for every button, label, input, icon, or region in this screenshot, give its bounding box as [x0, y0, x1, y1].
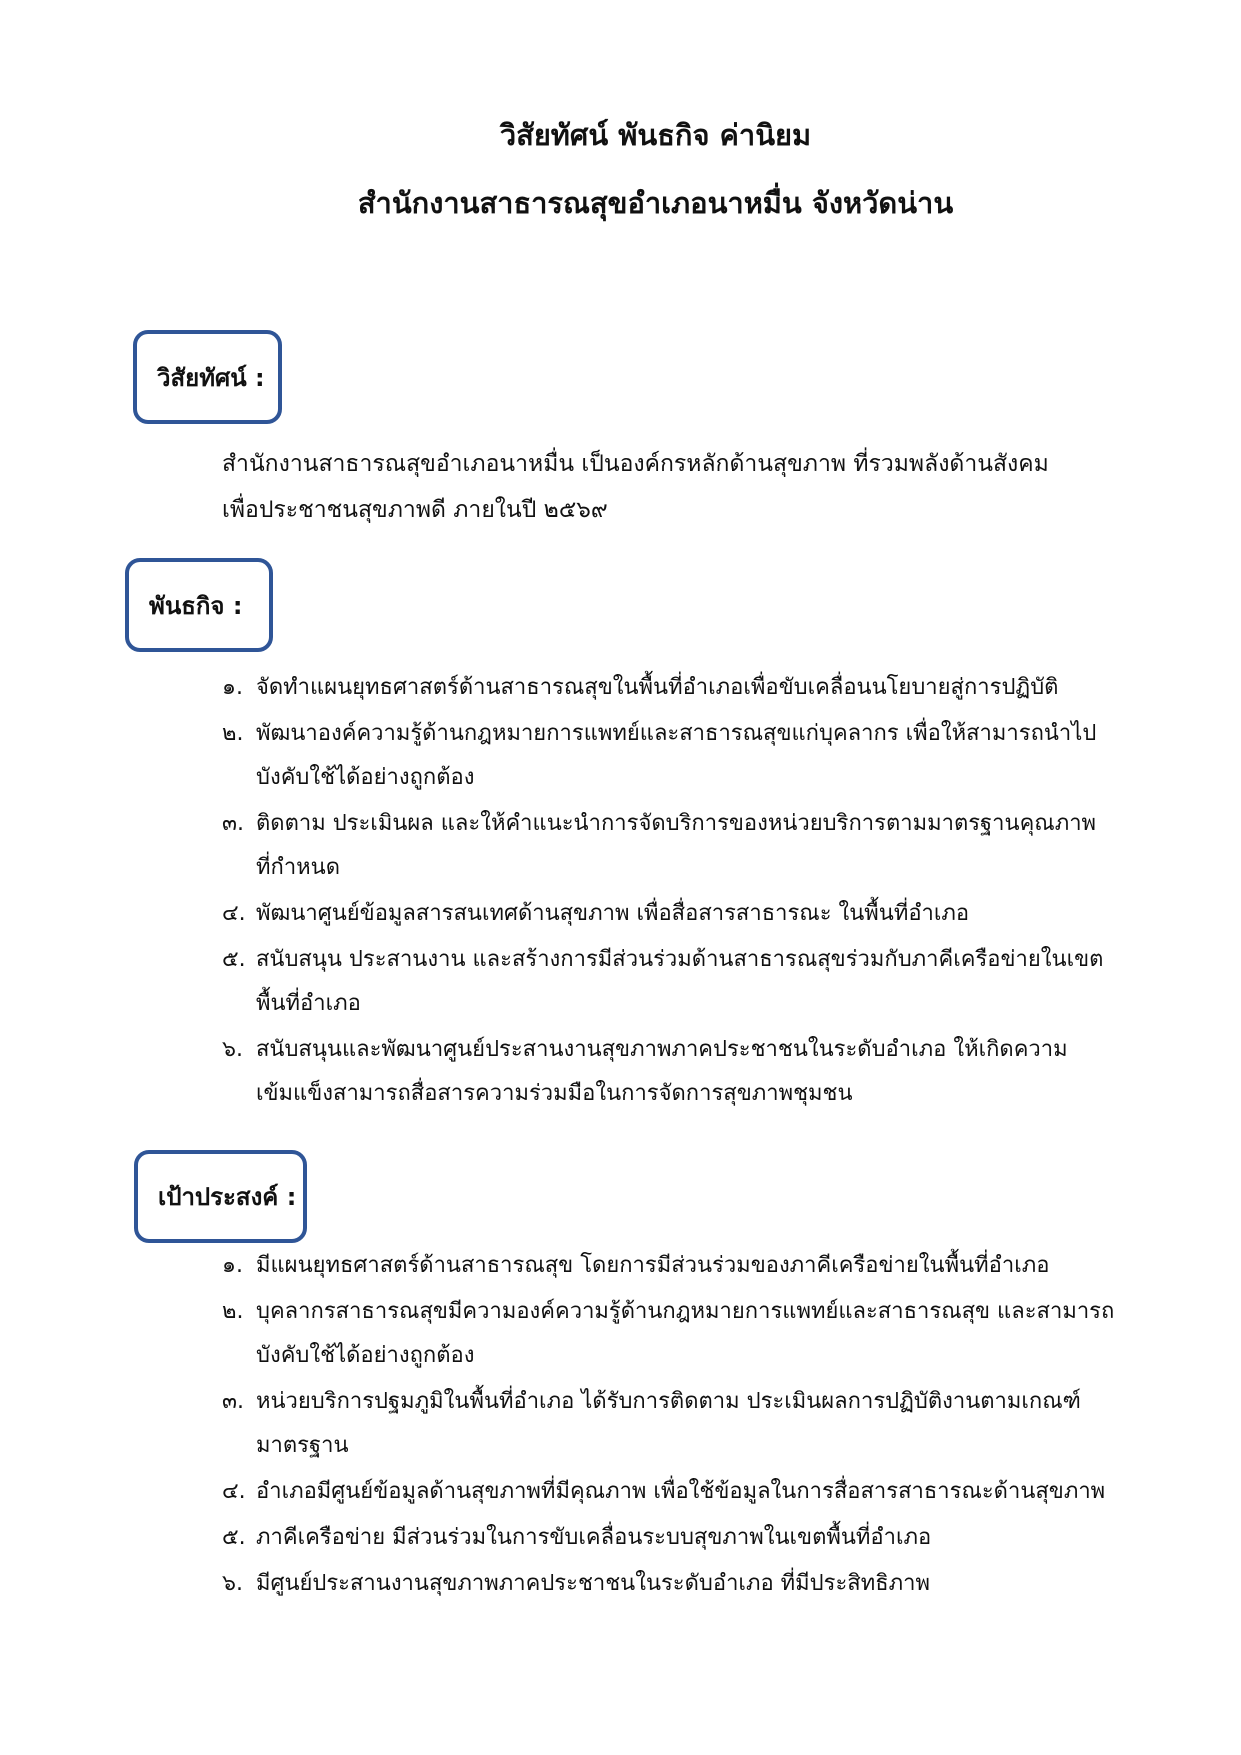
vision-line: สำนักงานสาธารณสุขอำเภอนาหมื่น เป็นองค์กรหลักด้านสุขภาพ ที่รวมพลังด้านสังคม [222, 451, 1049, 477]
mission-item-number: ๒. [222, 721, 244, 746]
goals-item-number: ๑. [222, 1253, 243, 1278]
mission-item-number: ๔. [222, 901, 246, 926]
goals-heading: เป้าประสงค์ : [158, 1183, 297, 1211]
goals-item-text: มีแผนยุทธศาสตร์ด้านสาธารณสุข โดยการมีส่วนร่วมของภาคีเครือข่ายในพื้นที่อำเภอ [256, 1253, 1050, 1278]
goals-item [222, 1290, 1114, 1378]
goals-item-text: อำเภอมีศูนย์ข้อมูลด้านสุขภาพที่มีคุณภาพ เพื่อใช้ข้อมูลในการสื่อสารสาธารณะด้านสุขภาพ [256, 1479, 1106, 1504]
goals-list [222, 1244, 1114, 1608]
mission-item-text: พัฒนาศูนย์ข้อมูลสารสนเทศด้านสุขภาพ เพื่อสื่อสารสาธารณะ ในพื้นที่อำเภอ [256, 901, 970, 926]
goals-item-text: มาตรฐาน [256, 1433, 349, 1458]
goals-item-number: ๒. [222, 1299, 244, 1324]
goals-item-text: มีศูนย์ประสานงานสุขภาพภาคประชาชนในระดับอำเภอ ที่มีประสิทธิภาพ [256, 1571, 930, 1596]
goals-item [222, 1516, 1114, 1560]
mission-list [222, 666, 1103, 1118]
mission-item-number: ๕. [222, 947, 246, 972]
goals-item-text: ภาคีเครือข่าย มีส่วนร่วมในการขับเคลื่อนระบบสุขภาพในเขตพื้นที่อำเภอ [256, 1525, 932, 1550]
vision-heading-box [133, 330, 282, 424]
goals-item [222, 1380, 1114, 1468]
page-subtitle: สำนักงานสาธารณสุขอำเภอนาหมื่น จังหวัดน่าน [357, 186, 954, 220]
mission-item-text: สนับสนุนและพัฒนาศูนย์ประสานงานสุขภาพภาคประชาชนในระดับอำเภอ ให้เกิดความ [256, 1037, 1068, 1062]
mission-heading: พันธกิจ : [149, 591, 243, 620]
goals-heading-box [134, 1150, 307, 1243]
mission-item-text: จัดทำแผนยุทธศาสตร์ด้านสาธารณสุขในพื้นที่อำเภอเพื่อขับเคลื่อนนโยบายสู่การปฏิบัติ [256, 675, 1059, 700]
page-title: วิสัยทัศน์ พันธกิจ ค่านิยม [499, 118, 812, 152]
mission-item-text: เข้มแข็งสามารถสื่อสารความร่วมมือในการจัดการสุขภาพชุมชน [256, 1081, 853, 1106]
mission-item-text: ที่กำหนด [256, 855, 341, 880]
mission-item-number: ๖. [222, 1037, 243, 1062]
vision-statement [222, 441, 1049, 533]
mission-item-number: ๓. [222, 811, 245, 836]
goals-item-text: หน่วยบริการปฐมภูมิในพื้นที่อำเภอ ได้รับการติดตาม ประเมินผลการปฏิบัติงานตามเกณฑ์ [256, 1389, 1081, 1414]
goals-item-number: ๔. [222, 1479, 246, 1504]
goals-item [222, 1244, 1114, 1288]
goals-item-number: ๕. [222, 1525, 246, 1550]
mission-item-text: สนับสนุน ประสานงาน และสร้างการมีส่วนร่วมด้านสาธารณสุขร่วมกับภาคีเครือข่ายในเขต [256, 947, 1104, 972]
mission-item [222, 712, 1103, 800]
mission-item [222, 892, 1103, 936]
mission-item-text: พื้นที่อำเภอ [256, 991, 361, 1016]
goals-item-text: บังคับใช้ได้อย่างถูกต้อง [256, 1343, 475, 1368]
mission-item-text: ติดตาม ประเมินผล และให้คำแนะนำการจัดบริการของหน่วยบริการตามมาตรฐานคุณภาพ [256, 811, 1097, 836]
mission-item [222, 1028, 1103, 1116]
goals-item [222, 1562, 1114, 1606]
vision-heading: วิสัยทัศน์ : [157, 363, 265, 392]
goals-item-number: ๖. [222, 1571, 243, 1596]
goals-item [222, 1470, 1114, 1514]
mission-item-text: พัฒนาองค์ความรู้ด้านกฎหมายการแพทย์และสาธารณสุขแก่บุคลากร เพื่อให้สามารถนำไป [256, 721, 1097, 746]
goals-item-number: ๓. [222, 1389, 245, 1414]
vision-line: เพื่อประชาชนสุขภาพดี ภายในปี ๒๕๖๙ [222, 497, 608, 523]
mission-item [222, 802, 1103, 890]
mission-heading-box [125, 558, 273, 652]
mission-item [222, 666, 1103, 710]
mission-item-number: ๑. [222, 675, 243, 700]
mission-item-text: บังคับใช้ได้อย่างถูกต้อง [256, 765, 475, 790]
mission-item [222, 938, 1103, 1026]
goals-item-text: บุคลากรสาธารณสุขมีความองค์ความรู้ด้านกฎหมายการแพทย์และสาธารณสุข และสามารถ [256, 1299, 1115, 1324]
